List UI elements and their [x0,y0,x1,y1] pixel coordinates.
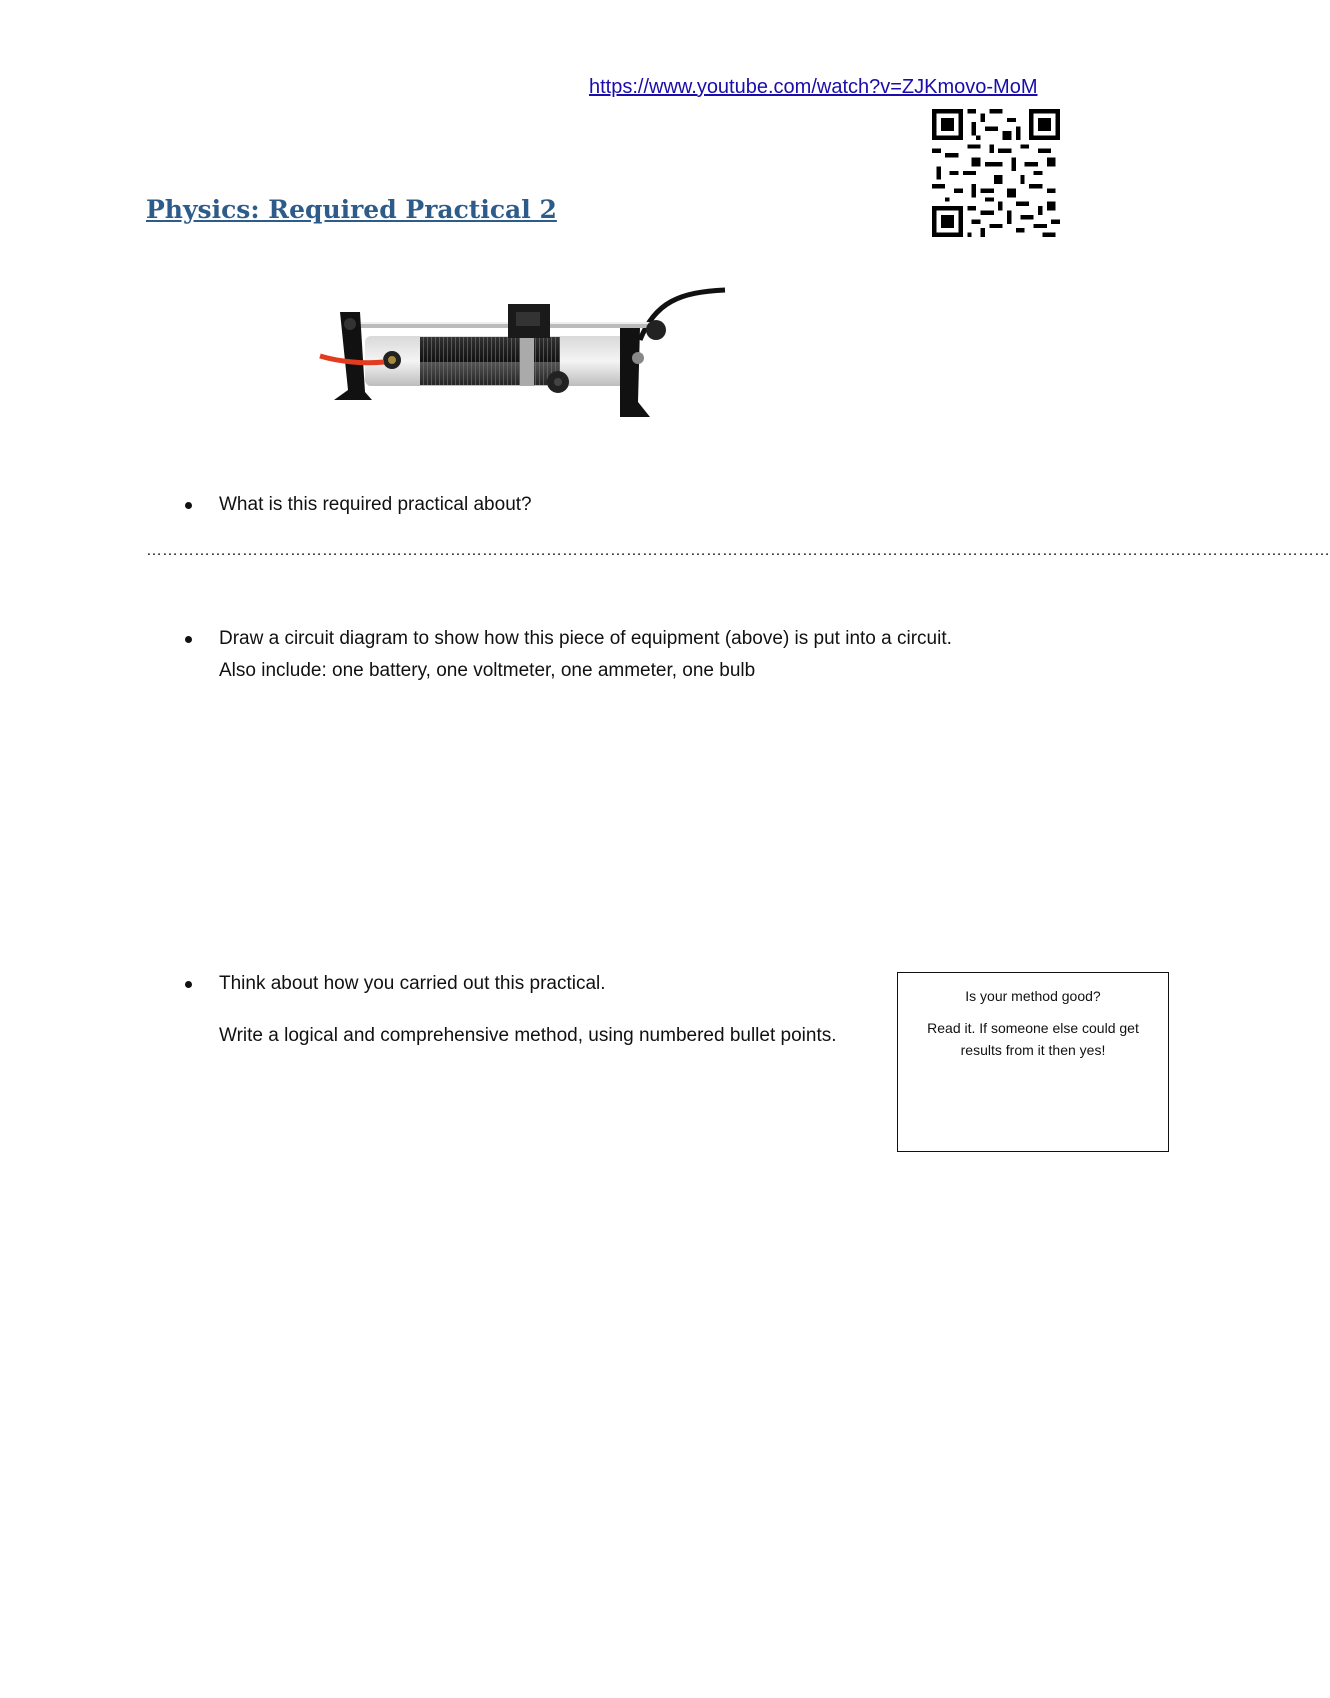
bullet-icon [185,502,192,509]
qr-code-icon [932,106,1060,240]
rheostat-photo [320,282,730,472]
tip-box-body: Read it. If someone else could get results from it then yes! [927,1020,1139,1058]
question-1: What is this required practical about? [219,494,532,515]
video-link[interactable]: https://www.youtube.com/watch?v=ZJKmovo-MoM [589,76,1038,98]
question-2: Draw a circuit diagram to show how this piece of equipment (above) is put into a circuit. [219,628,952,649]
tip-box-heading: Is your method good? [965,988,1101,1004]
bullet-icon [185,981,192,988]
answer-line[interactable]: …………………………………………………………………………………………………………………………………………………………………………………………………… [146,542,1330,559]
question-2-subtext: Also include: one battery, one voltmeter, one ammeter, one bulb [219,660,756,681]
page-title: Physics: Required Practical 2 [146,195,557,224]
tip-box [897,972,1169,1152]
bullet-icon [185,636,192,643]
question-3-subtext: Write a logical and comprehensive method, using numbered bullet points. [219,1025,837,1046]
question-3: Think about how you carried out this practical. [219,973,606,994]
